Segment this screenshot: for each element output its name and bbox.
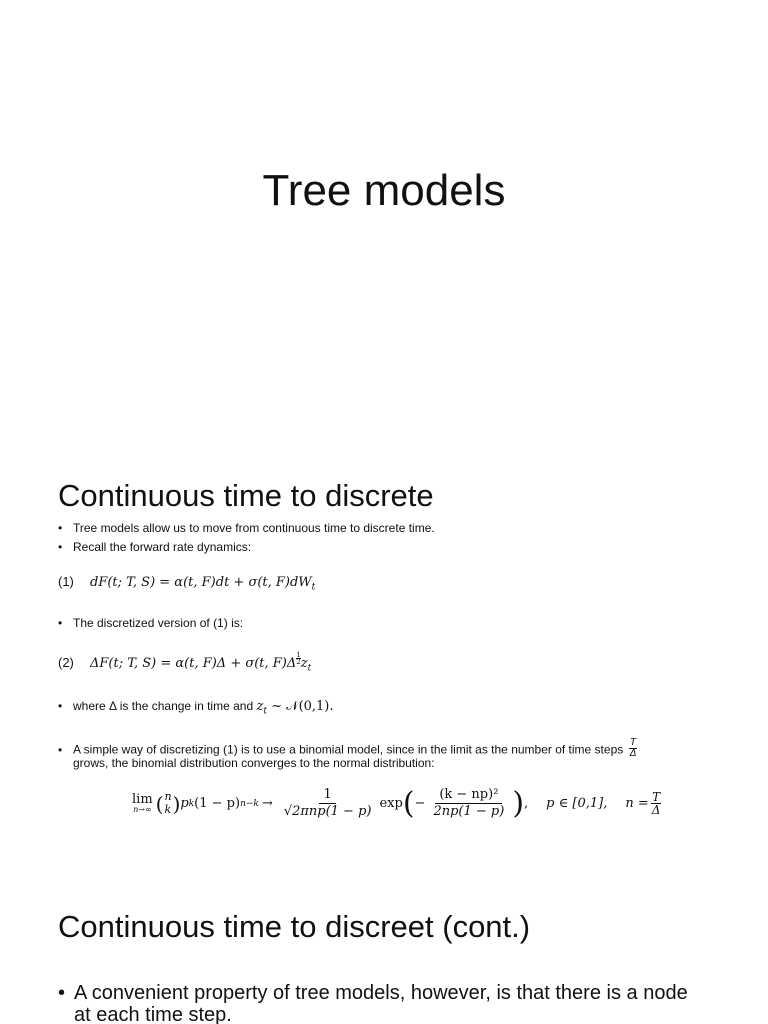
bullet-text: where Δ is the change in time and bbox=[73, 699, 254, 713]
fraction-num: T bbox=[652, 790, 661, 804]
bullet-item bbox=[58, 521, 435, 535]
section-heading: Continuous time to discrete bbox=[58, 478, 434, 513]
bullet-text: grows, the binomial distribution converges to the normal distribution: bbox=[73, 756, 435, 770]
exp-function: exp bbox=[379, 796, 403, 811]
bullet-text: The discretized version of (1) is: bbox=[73, 616, 244, 630]
fraction-T-over-delta bbox=[629, 738, 638, 759]
bullet-dot: • bbox=[58, 982, 66, 1004]
power-exponent: k bbox=[188, 798, 195, 809]
equation-number: (2) bbox=[58, 655, 74, 670]
n-equals: n = bbox=[625, 796, 649, 811]
equation-subscript: t bbox=[307, 663, 312, 674]
binomial-coefficient: ( n k ) bbox=[155, 790, 181, 816]
bullet-text: Tree models allow us to move from continuous time to discrete time. bbox=[73, 521, 435, 535]
exponent-num: 1 bbox=[296, 651, 301, 659]
bullet-item bbox=[58, 982, 738, 1024]
equation-number: (1) bbox=[58, 574, 74, 589]
fraction-normalizer bbox=[280, 787, 376, 821]
math-var: z bbox=[256, 699, 264, 714]
limit-equation bbox=[132, 786, 663, 821]
fraction-T-over-delta bbox=[651, 791, 662, 816]
equation-tail: z bbox=[300, 656, 308, 671]
fraction-den: Δ bbox=[651, 803, 661, 817]
bullet-dot: • bbox=[58, 521, 63, 535]
paren-open: ( bbox=[402, 786, 415, 821]
p-range: p ∈ [0,1], bbox=[546, 796, 608, 811]
equation-body: ΔF(t; T, S) = α(t, F)Δ + σ(t, F)Δ bbox=[90, 656, 297, 671]
middle-term: (1 − p) bbox=[194, 796, 241, 811]
fraction-exponent bbox=[429, 787, 508, 821]
lim-text: lim bbox=[132, 792, 153, 807]
fraction-den: 2np(1 − p) bbox=[433, 804, 505, 819]
bullet-item-continued bbox=[58, 756, 435, 770]
section-heading: Continuous time to discreet (cont.) bbox=[58, 909, 531, 944]
limit-operator bbox=[132, 793, 153, 814]
equation-1 bbox=[58, 574, 315, 593]
lim-subscript: n→∞ bbox=[133, 805, 152, 814]
exponent-den: 2 bbox=[296, 658, 301, 667]
fraction-den: Δ bbox=[629, 748, 637, 759]
bullet-dot: • bbox=[58, 699, 63, 713]
fraction-den: √2πnp(1 − p) bbox=[283, 804, 372, 819]
math-dist: ~ 𝒩(0,1). bbox=[266, 699, 334, 714]
bullet-item bbox=[58, 616, 243, 630]
bullet-dot: • bbox=[58, 540, 63, 554]
comma: , bbox=[524, 796, 529, 811]
fraction-num: T bbox=[629, 737, 636, 748]
equation-body: dF(t; T, S) = α(t, F)dt + σ(t, F)dW bbox=[90, 575, 312, 590]
bullet-text-continued: at each time step. bbox=[74, 1004, 232, 1024]
fraction-num: (k − np)² bbox=[435, 787, 502, 804]
bullet-dot: • bbox=[58, 742, 63, 757]
minus-sign: − bbox=[414, 796, 426, 811]
binom-top: n bbox=[164, 790, 172, 804]
bullet-text: A convenient property of tree models, however, is that there is a node bbox=[74, 982, 688, 1004]
fraction-num: 1 bbox=[319, 787, 335, 804]
math-subscript: t bbox=[263, 706, 267, 717]
binom-bottom: k bbox=[164, 802, 172, 816]
power-base: p bbox=[180, 796, 189, 811]
arrow: → bbox=[261, 796, 273, 811]
slide-title: Tree models bbox=[262, 166, 506, 215]
bullet-text: A simple way of discretizing (1) is to use a binomial model, since in the limit as the number of time steps bbox=[73, 742, 624, 757]
paren-close: ) bbox=[512, 786, 525, 821]
power-exponent-nk: n−k bbox=[240, 798, 259, 809]
bullet-dot: • bbox=[58, 616, 63, 630]
bullet-item bbox=[58, 699, 334, 716]
equation-2 bbox=[58, 652, 311, 674]
bullet-item bbox=[58, 540, 251, 554]
equation-subscript: t bbox=[311, 582, 316, 593]
bullet-text: Recall the forward rate dynamics: bbox=[73, 540, 252, 554]
